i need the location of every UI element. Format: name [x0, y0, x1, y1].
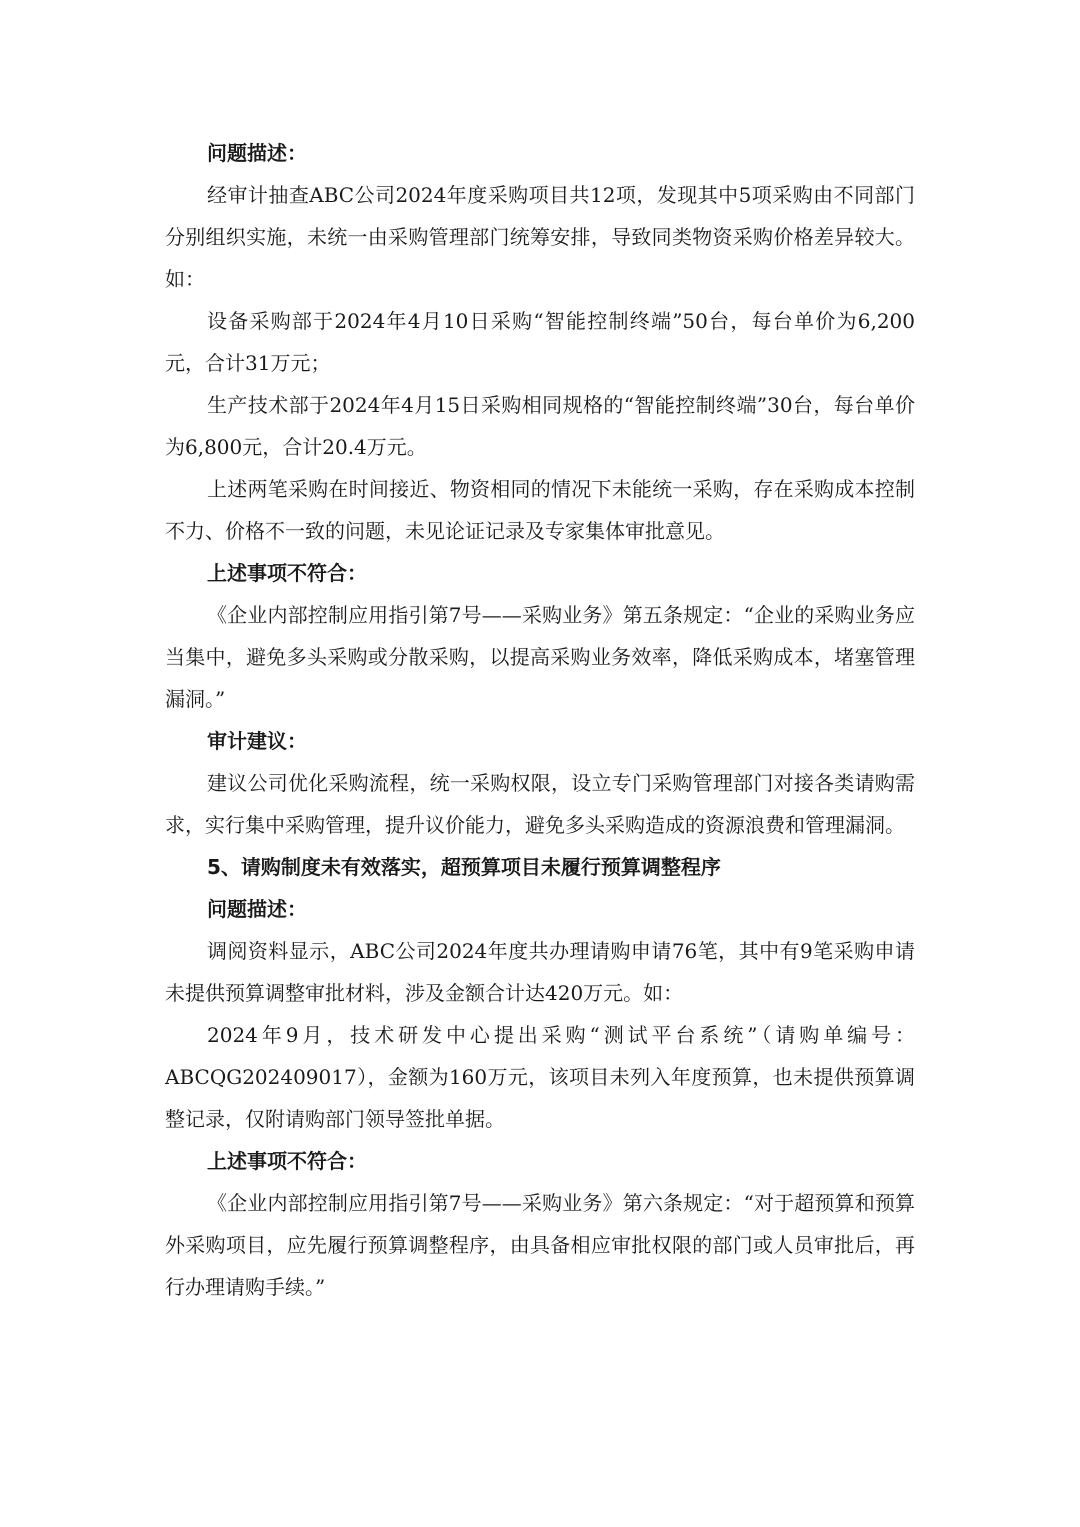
paragraph-example-test-platform: 2024年9月，技术研发中心提出采购“测试平台系统”（请购单编号：ABCQG202409017），金额为160万元，该项目未列入年度预算，也未提供预算调整记录，仅附请购部门领导签批单据。 [165, 1023, 915, 1131]
paragraph-example-equipment: 设备采购部于2024年4月10日采购“智能控制终端”50台，每台单价为6,200元，合计31万元； [165, 309, 915, 375]
paragraph-recommendation: 建议公司优化采购流程，统一采购权限，设立专门采购管理部门对接各类请购需求，实行集中采购管理，提升议价能力，避免多头采购造成的资源浪费和管理漏洞。 [165, 771, 915, 837]
section-heading-noncompliance-2: 上述事项不符合： [207, 1149, 367, 1173]
paragraph-example-production: 生产技术部于2024年4月15日采购相同规格的“智能控制终端”30台，每台单价为6,800元，合计20.4万元。 [165, 393, 915, 459]
paragraph-requisition-finding: 调阅资料显示，ABC公司2024年度共办理请购申请76笔，其中有9笔采购申请未提供预算调整审批材料，涉及金额合计达420万元。如： [165, 939, 915, 1005]
paragraph-regulation-article-6: 《企业内部控制应用指引第7号——采购业务》第六条规定：“对于超预算和预算外采购项目，应先履行预算调整程序，由具备相应审批权限的部门或人员审批后，再行办理请购手续。” [165, 1191, 915, 1299]
section-heading-recommendation: 审计建议： [207, 729, 307, 753]
document-page [165, 132, 915, 1308]
section-heading-problem-2: 问题描述： [207, 897, 307, 921]
section-title-item-5: 5、请购制度未有效落实，超预算项目未履行预算调整程序 [207, 855, 721, 879]
section-heading-noncompliance: 上述事项不符合： [207, 561, 367, 585]
section-heading-problem: 问题描述： [207, 141, 307, 165]
paragraph-audit-finding: 经审计抽查ABC公司2024年度采购项目共12项，发现其中5项采购由不同部门分别组织实施，未统一由采购管理部门统筹安排，导致同类物资采购价格差异较大。如： [165, 183, 915, 291]
paragraph-regulation-article-5: 《企业内部控制应用指引第7号——采购业务》第五条规定：“企业的采购业务应当集中，避免多头采购或分散采购，以提高采购业务效率，降低采购成本，堵塞管理漏洞。” [165, 603, 915, 711]
paragraph-issue-summary: 上述两笔采购在时间接近、物资相同的情况下未能统一采购，存在采购成本控制不力、价格不一致的问题，未见论证记录及专家集体审批意见。 [165, 477, 915, 543]
